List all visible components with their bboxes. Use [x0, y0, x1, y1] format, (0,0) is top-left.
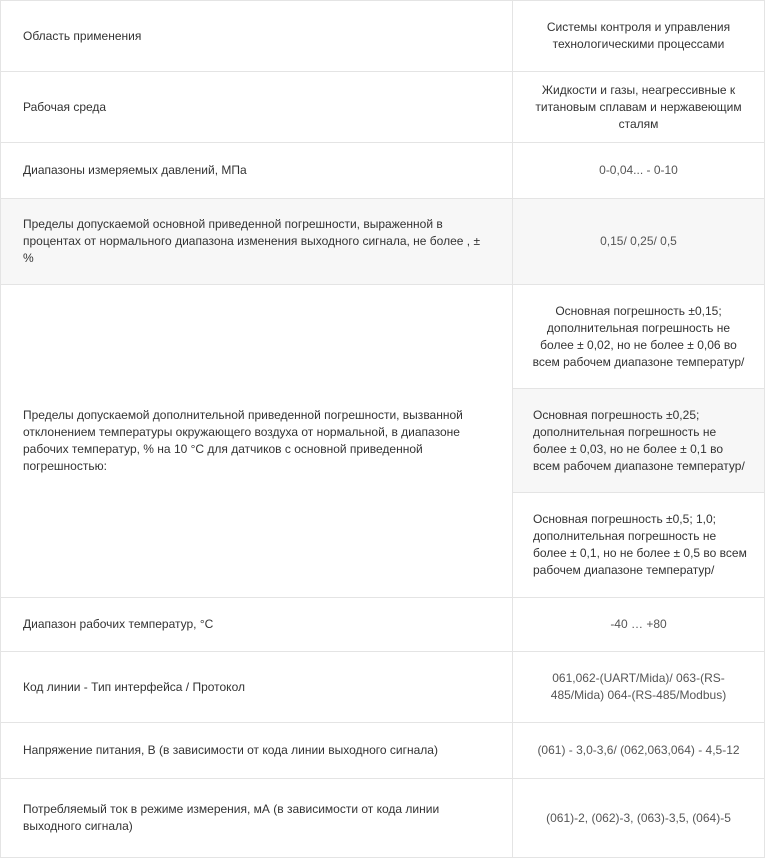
row-value: Жидкости и газы, неагрессивные к титановым сплавам и нержавеющим сталям [513, 72, 765, 143]
table-row [1, 72, 765, 143]
row-subvalue: Основная погрешность ±0,15; дополнительная погрешность не более ± 0,02, но не более ± 0,06 во всем рабочем диапазоне температур/ [513, 285, 765, 389]
row-label: Диапазоны измеряемых давлений, МПа [1, 143, 513, 199]
row-value: (061)-2, (062)-3, (063)-3,5, (064)-5 [513, 779, 765, 858]
table-row [1, 285, 765, 389]
row-label: Напряжение питания, В (в зависимости от кода линии выходного сигнала) [1, 723, 513, 779]
row-label: Пределы допускаемой дополнительной приведенной погрешности, вызванной отклонением температуры окружающего воздуха от нормальной, в диапазоне рабочих температур, % на 10 °С для датчиков с основной приведенной погрешностью: [1, 285, 513, 598]
table-row [1, 1, 765, 72]
table-row [1, 779, 765, 858]
row-value: (061) - 3,0-3,6/ (062,063,064) - 4,5-12 [513, 723, 765, 779]
table-row [1, 652, 765, 723]
row-label: Область применения [1, 1, 513, 72]
row-label: Пределы допускаемой основной приведенной погрешности, выраженной в процентах от нормального диапазона изменения выходного сигнала, не более , ±% [1, 199, 513, 285]
row-label: Рабочая среда [1, 72, 513, 143]
row-value: 0,15/ 0,25/ 0,5 [513, 199, 765, 285]
row-value: Системы контроля и управления технологическими процессами [513, 1, 765, 72]
row-value: -40 … +80 [513, 598, 765, 652]
table-row [1, 723, 765, 779]
row-subvalue: Основная погрешность ±0,25; дополнительная погрешность не более ± 0,03, но не более ± 0,1 во всем рабочем диапазоне температур/ [513, 389, 765, 493]
row-label: Потребляемый ток в режиме измерения, мА (в зависимости от кода линии выходного сигнала) [1, 779, 513, 858]
table-row [1, 199, 765, 285]
row-label: Диапазон рабочих температур, °С [1, 598, 513, 652]
row-value: 061,062-(UART/Mida)/ 063-(RS-485/Mida) 064-(RS-485/Modbus) [513, 652, 765, 723]
row-label: Код линии - Тип интерфейса / Протокол [1, 652, 513, 723]
table-row [1, 598, 765, 652]
row-subvalue: Основная погрешность ±0,5; 1,0; дополнительная погрешность не более ± 0,1, но не более ± 0,5 во всем рабочем диапазоне температур/ [513, 493, 765, 598]
row-value: 0-0,04... - 0-10 [513, 143, 765, 199]
table-row [1, 143, 765, 199]
